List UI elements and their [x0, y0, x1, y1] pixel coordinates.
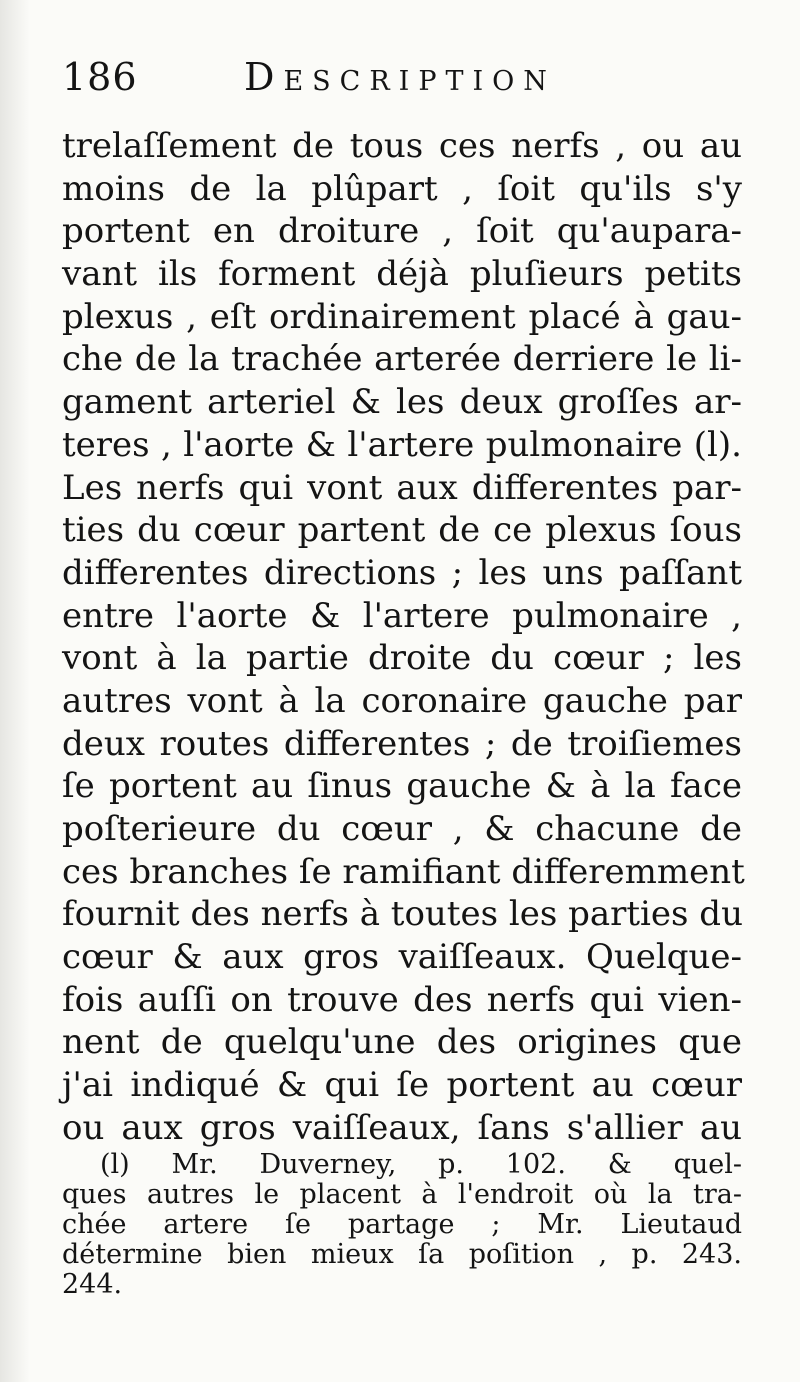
text-line: fournit des nerfs à toutes les parties du: [62, 894, 743, 935]
text-line: cœur & aux gros vaiſſeaux. Quelque-: [62, 937, 742, 978]
text-line: vant ils forment déjà pluſieurs petits: [62, 254, 742, 295]
footnote-line: 244.: [62, 1269, 123, 1300]
text-line: moins de la plûpart , ſoit qu'ils s'y: [62, 168, 742, 209]
text-line: plexus , eſt ordinairement placé à gau-: [62, 296, 742, 337]
text-line: fois auſſi on trouve des nerfs qui vien-: [62, 979, 742, 1020]
running-head: Description: [244, 55, 556, 99]
text-line: nent de quelqu'une des origines que: [62, 1022, 742, 1063]
text-line: entre l'aorte & l'artere pulmonaire ,: [62, 595, 742, 636]
footnote-line: ques autres le placent à l'endroit où la tra-: [62, 1179, 742, 1210]
body-text: [62, 125, 745, 1150]
page-number: 186: [62, 55, 138, 99]
text-line: ou aux gros vaiſſeaux, ſans s'allier au: [62, 1107, 742, 1148]
page-gutter: [0, 0, 30, 1382]
text-line: che de la trachée arterée derriere le li-: [62, 339, 742, 380]
text-line: gament arteriel & les deux groſſes ar-: [62, 382, 742, 423]
text-line: Les nerfs qui vont aux differentes par-: [62, 467, 742, 508]
text-line: vont à la partie droite du cœur ; les: [62, 638, 742, 679]
text-line: ces branches ſe ramifiant differemment: [62, 851, 745, 892]
text-line: trelaſſement de tous ces nerfs , ou au: [62, 126, 742, 166]
footnote-line: détermine bien mieux ſa poſition , p. 243.: [62, 1239, 742, 1270]
text-line: ties du cœur partent de ce plexus ſous: [62, 510, 742, 551]
text-line: ſe portent au ſinus gauche & à la face: [62, 766, 742, 807]
text-line: autres vont à la coronaire gauche par: [62, 680, 742, 721]
text-line: poſterieure du cœur , & chacune de: [62, 809, 742, 849]
footnote-line: chée artere ſe partage ; Mr. Lieutaud: [62, 1209, 742, 1240]
text-line: differentes directions ; les uns paſſant: [62, 552, 742, 593]
page-header: [62, 52, 742, 102]
text-line: j'ai indiqué & qui ſe portent au cœur: [62, 1065, 742, 1106]
text-line: portent en droiture , ſoit qu'aupara-: [62, 211, 742, 252]
footnote: [62, 1150, 742, 1300]
text-line: teres , l'aorte & l'artere pulmonaire (l).: [62, 424, 742, 465]
text-line: deux routes differentes ; de troiſiemes: [62, 723, 742, 764]
footnote-line: (l) Mr. Duverney, p. 102. & quel-: [100, 1149, 742, 1180]
